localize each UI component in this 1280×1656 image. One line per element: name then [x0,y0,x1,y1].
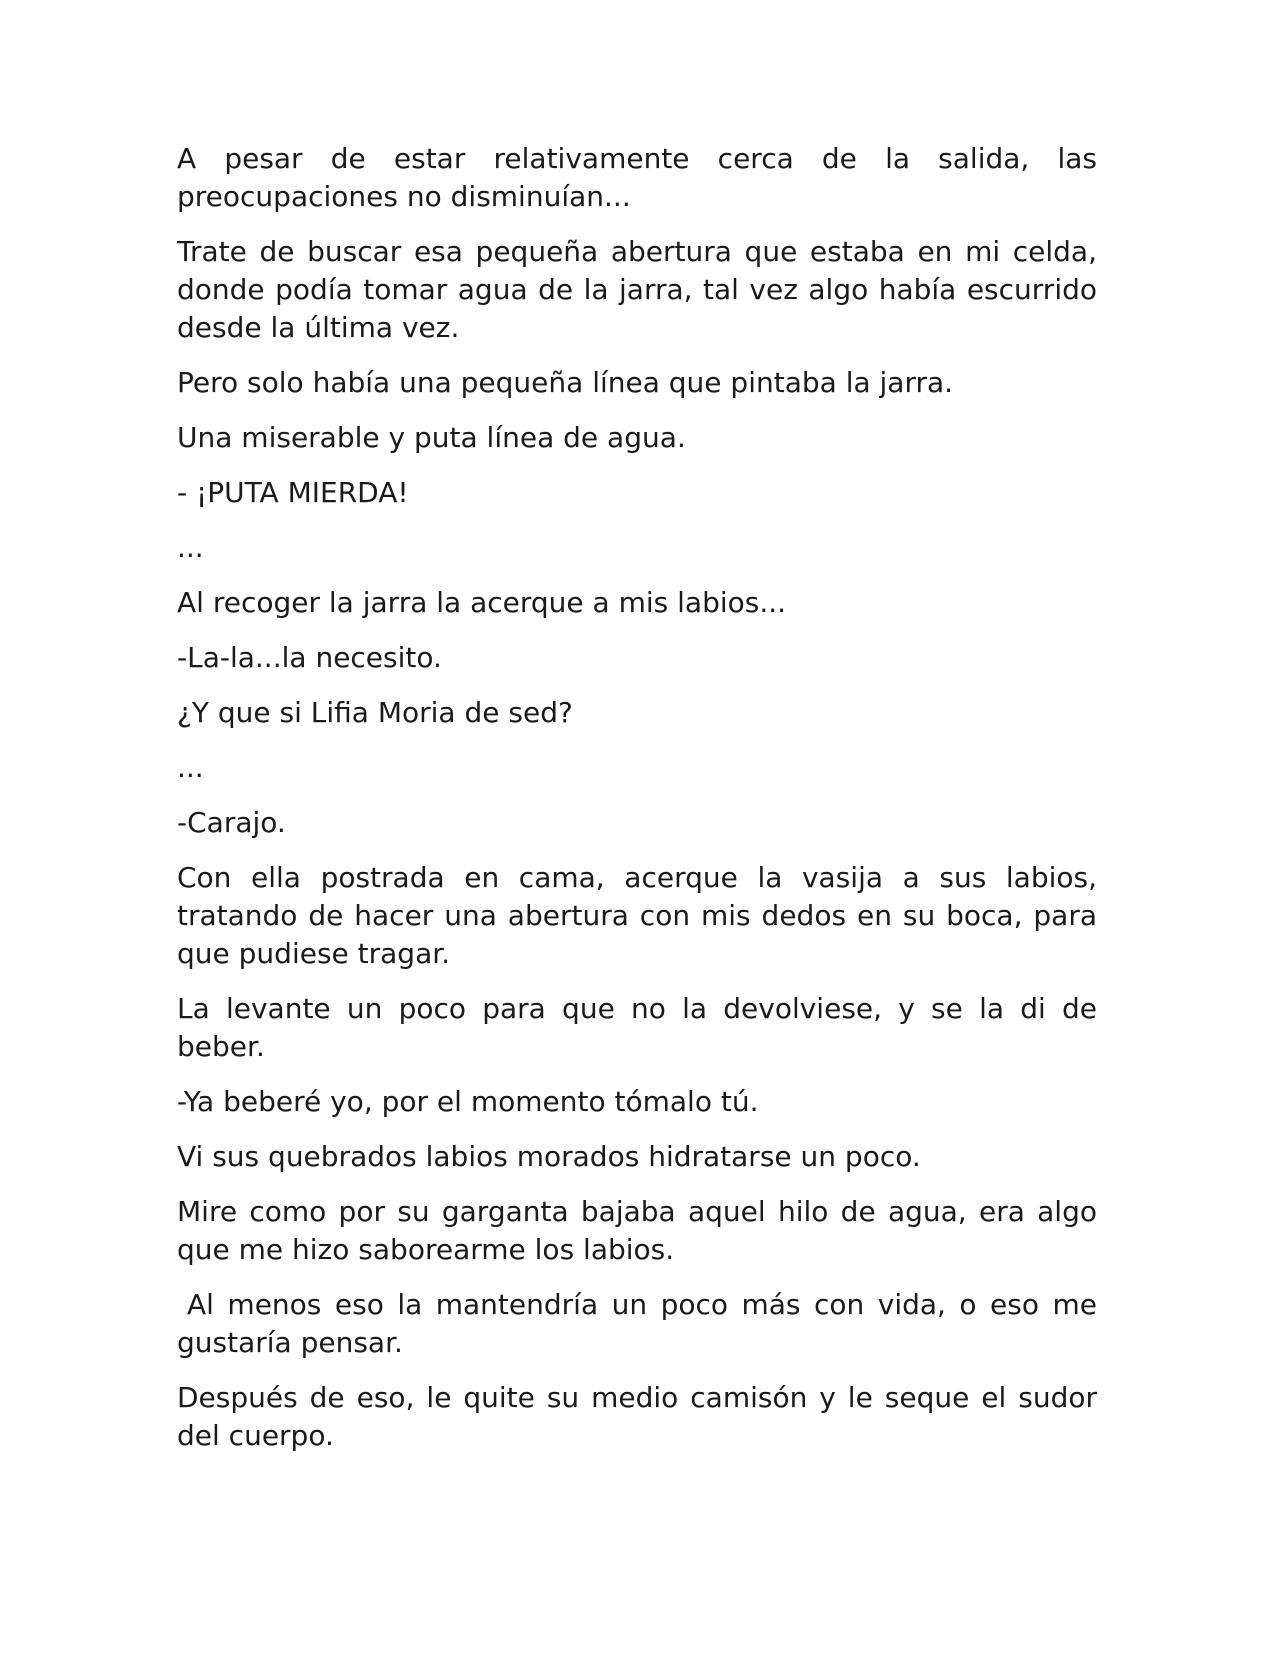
paragraph-10: ... [177,751,204,784]
paragraph-3: Pero solo había una pequeña línea que pintaba la jarra. [177,366,954,399]
paragraph-14: -Ya beberé yo, por el momento tómalo tú. [177,1085,759,1118]
paragraph-6: ... [177,531,204,564]
paragraph-7: Al recoger la jarra la acerque a mis labios... [177,586,787,619]
paragraph-11: -Carajo. [177,806,286,839]
paragraph-8: -La-la...la necesito. [177,641,442,674]
paragraph-16: Mire como por su garganta bajaba aquel hilo de agua, era algo que me hizo saborearme los labios. [177,1195,1097,1266]
paragraph-12: Con ella postrada en cama, acerque la vasija a sus labios, tratando de hacer una abertura con mis dedos en su boca, para que pudiese tragar. [177,861,1097,970]
paragraph-9: ¿Y que si Lifia Moria de sed? [177,696,573,729]
paragraph-1: A pesar de estar relativamente cerca de la salida, las preocupaciones no disminuían... [177,142,1097,213]
paragraph-18: Después de eso, le quite su medio camisón y le seque el sudor del cuerpo. [177,1381,1097,1452]
paragraph-5: - ¡PUTA MIERDA! [177,476,409,509]
paragraph-15: Vi sus quebrados labios morados hidratarse un poco. [177,1140,921,1173]
paragraph-13: La levante un poco para que no la devolviese, y se la di de beber. [177,992,1097,1063]
paragraph-17: Al menos eso la mantendría un poco más con vida, o eso me gustaría pensar. [177,1288,1097,1359]
paragraph-2: Trate de buscar esa pequeña abertura que estaba en mi celda, donde podía tomar agua de la jarra, tal vez algo había escurrido desde la última vez. [177,235,1097,344]
document-page [177,140,1097,1472]
paragraph-4: Una miserable y puta línea de agua. [177,421,686,454]
